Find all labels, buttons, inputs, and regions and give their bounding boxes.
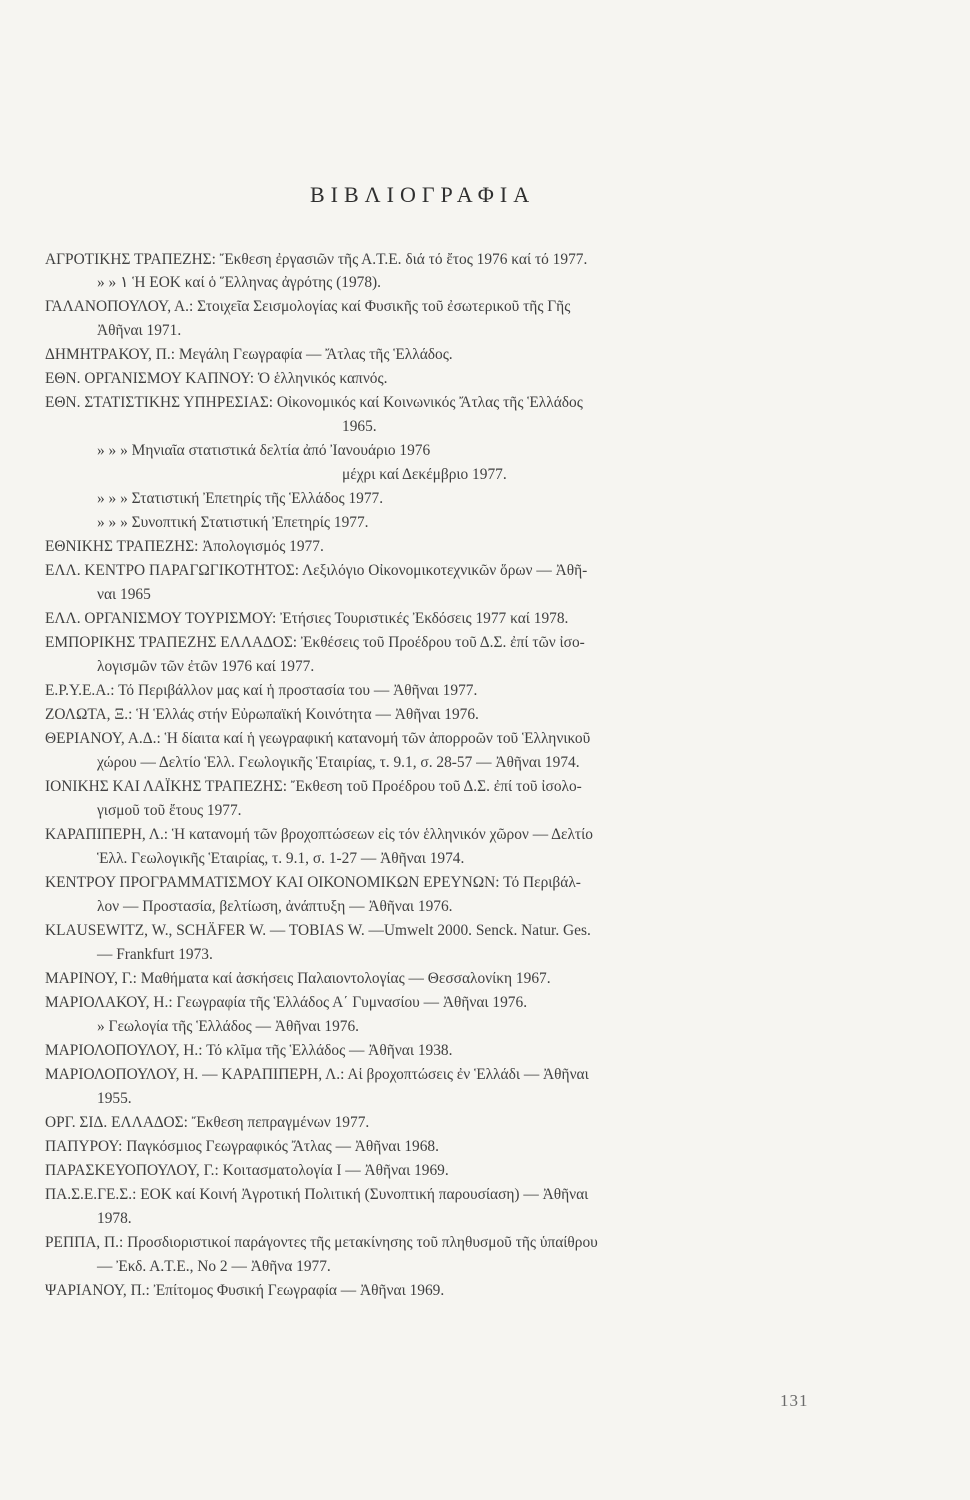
bibliography-line: ΜΑΡΙΟΛΑΚΟΥ, Η.: Γεωγραφία τῆς Ἑλλάδος Α΄ Γυμνασίου — Ἀθῆναι 1976. [45, 994, 528, 1011]
bibliography-line: ναι 1965 [97, 586, 151, 603]
bibliography-line: » Γεωλογία τῆς Ἑλλάδος — Ἀθῆναι 1976. [97, 1018, 360, 1035]
bibliography-line: 1965. [342, 418, 377, 435]
bibliography-line: ΠΑ.Σ.Ε.ΓΕ.Σ.: ΕΟΚ καί Κοινή Ἀγροτική Πολιτική (Συνοπτική παρουσίαση) — Ἀθῆναι [45, 1186, 589, 1203]
bibliography-line: — Ἐκδ. Α.Τ.Ε., Νο 2 — Ἀθῆνα 1977. [97, 1258, 331, 1275]
bibliography-line: ΕΛΛ. ΚΕΝΤΡΟ ΠΑΡΑΓΩΓΙΚΟΤΗΤΟΣ: Λεξιλόγιο Οἰκονομικοτεχνικῶν ὅρων — Ἀθῆ- [45, 562, 588, 579]
bibliography-line: ΘΕΡΙΑΝΟΥ, Α.Δ.: Ἡ δίαιτα καί ἡ γεωγραφική κατανομή τῶν ἀπορροῶν τοῦ Ἑλληνικοῦ [45, 730, 591, 747]
bibliography-line: μέχρι καί Δεκέμβριο 1977. [342, 466, 507, 483]
bibliography-line: ΖΟΛΩΤΑ, Ξ.: Ἡ Ἑλλάς στήν Εὐρωπαϊκή Κοινότητα — Ἀθῆναι 1976. [45, 706, 479, 723]
bibliography-line: ΑΓΡΟΤΙΚΗΣ ΤΡΑΠΕΖΗΣ: Ἔκθεση ἐργασιῶν τῆς Α.Τ.Ε. διά τό ἔτος 1976 καί τό 1977. [45, 251, 588, 268]
bibliography-line: — Frankfurt 1973. [97, 946, 213, 963]
bibliography-line: ΟΡΓ. ΣΙΔ. ΕΛΛΑΔΟΣ: Ἔκθεση πεπραγμένων 1977. [45, 1114, 370, 1131]
bibliography-line: ΓΑΛΑΝΟΠΟΥΛΟΥ, Α.: Στοιχεῖα Σεισμολογίας καί Φυσικῆς τοῦ ἐσωτερικοῦ τῆς Γῆς [45, 298, 571, 315]
bibliography-line: ΜΑΡΙΟΛΟΠΟΥΛΟΥ, Η. — ΚΑΡΑΠΙΠΕΡΗ, Λ.: Αἱ βροχοπτώσεις ἐν Ἑλλάδι — Ἀθῆναι [45, 1066, 589, 1083]
page-number: 131 [780, 1391, 809, 1410]
bibliography-line: λον — Προστασία, βελτίωση, ἀνάπτυξη — Ἀθῆναι 1976. [97, 898, 453, 915]
bibliography-line: ΜΑΡΙΟΛΟΠΟΥΛΟΥ, Η.: Τό κλῖμα τῆς Ἑλλάδος — Ἀθῆναι 1938. [45, 1042, 453, 1059]
bibliography-line: Ἑλλ. Γεωλογικῆς Ἑταιρίας, τ. 9.1, σ. 1-27 — Ἀθῆναι 1974. [97, 850, 465, 867]
bibliography-line: ΕΘΝΙΚΗΣ ΤΡΑΠΕΖΗΣ: Ἀπολογισμός 1977. [45, 538, 324, 555]
bibliography-line: ΕΘΝ. ΣΤΑΤΙΣΤΙΚΗΣ ΥΠΗΡΕΣΙΑΣ: Οἰκονομικός καί Κοινωνικός Ἄτλας τῆς Ἑλλάδος [45, 394, 583, 411]
bibliography-line: ΚΑΡΑΠΙΠΕΡΗ, Λ.: Ἡ κατανομή τῶν βροχοπτώσεων εἰς τόν ἑλληνικόν χῶρον — Δελτίο [45, 826, 593, 843]
bibliography-line: » » » Συνοπτική Στατιστική Ἐπετηρίς 1977. [97, 514, 369, 531]
bibliography-line: ΨΑΡΙΑΝΟΥ, Π.: Ἐπίτομος Φυσική Γεωγραφία — Ἀθῆναι 1969. [45, 1282, 445, 1299]
bibliography-line: ΔΗΜΗΤΡΑΚΟΥ, Π.: Μεγάλη Γεωγραφία — Ἄτλας τῆς Ἑλλάδος. [45, 346, 453, 363]
bibliography-line: ΠΑΠΥΡΟΥ: Παγκόσμιος Γεωγραφικός Ἄτλας — Ἀθῆναι 1968. [45, 1138, 439, 1155]
bibliography-line: Ε.Ρ.Υ.Ε.Α.: Τό Περιβάλλον μας καί ἡ προστασία του — Ἀθῆναι 1977. [45, 682, 478, 699]
bibliography-line: Ἀθῆναι 1971. [97, 322, 182, 339]
bibliography-line: ΕΜΠΟΡΙΚΗΣ ΤΡΑΠΕΖΗΣ ΕΛΛΑΔΟΣ: Ἐκθέσεις τοῦ Προέδρου τοῦ Δ.Σ. ἐπί τῶν ἰσο- [45, 634, 585, 651]
page-title: ΒΙΒΛΙΟΓΡΑΦΙΑ [310, 182, 536, 207]
bibliography-line: 1978. [97, 1210, 132, 1227]
bibliography-line: λογισμῶν τῶν ἐτῶν 1976 καί 1977. [97, 658, 315, 675]
bibliography-line: γισμοῦ τοῦ ἔτους 1977. [97, 802, 242, 819]
bibliography-line: χώρου — Δελτίο Ἑλλ. Γεωλογικῆς Ἑταιρίας, τ. 9.1, σ. 28-57 — Ἀθῆναι 1974. [97, 754, 580, 771]
bibliography-line: ΠΑΡΑΣΚΕΥΟΠΟΥΛΟΥ, Γ.: Κοιτασματολογία Ι — Ἀθῆναι 1969. [45, 1162, 449, 1179]
bibliography-line: ΚΕΝΤΡΟΥ ΠΡΟΓΡΑΜΜΑΤΙΣΜΟΥ ΚΑΙ ΟΙΚΟΝΟΜΙΚΩΝ ΕΡΕΥΝΩΝ: Τό Περιβάλ- [45, 874, 581, 891]
bibliography-line: ΡΕΠΠΑ, Π.: Προσδιοριστικοί παράγοντες τῆς μετακίνησης τοῦ πληθυσμοῦ τῆς ὑπαίθρου [45, 1234, 598, 1251]
bibliography-line: » » ١ Ἡ ΕΟΚ καί ὁ Ἕλληνας ἀγρότης (1978). [97, 274, 382, 291]
bibliography-line: ΕΘΝ. ΟΡΓΑΝΙΣΜΟΥ ΚΑΠΝΟΥ: Ὁ ἑλληνικός καπνός. [45, 370, 388, 387]
bibliography-line: » » » Στατιστική Ἐπετηρίς τῆς Ἑλλάδος 1977. [97, 490, 384, 507]
bibliography-line: 1955. [97, 1090, 132, 1107]
bibliography-line: ΜΑΡΙΝΟΥ, Γ.: Μαθήματα καί ἀσκήσεις Παλαιοντολογίας — Θεσσαλονίκη 1967. [45, 970, 551, 987]
bibliography-line: ΕΛΛ. ΟΡΓΑΝΙΣΜΟΥ ΤΟΥΡΙΣΜΟΥ: Ἐτήσιες Τουριστικές Ἐκδόσεις 1977 καί 1978. [45, 610, 569, 627]
bibliography-line: KLAUSEWITZ, W., SCHÄFER W. — TOBIAS W. —Umwelt 2000. Senck. Natur. Ges. [45, 922, 591, 939]
bibliography-line: » » » Μηνιαῖα στατιστικά δελτία ἀπό Ἰανουάριο 1976 [97, 442, 431, 459]
bibliography-line: ΙΟΝΙΚΗΣ ΚΑΙ ΛΑΪΚΗΣ ΤΡΑΠΕΖΗΣ: Ἔκθεση τοῦ Προέδρου τοῦ Δ.Σ. ἐπί τοῦ ἰσολο- [45, 778, 582, 795]
